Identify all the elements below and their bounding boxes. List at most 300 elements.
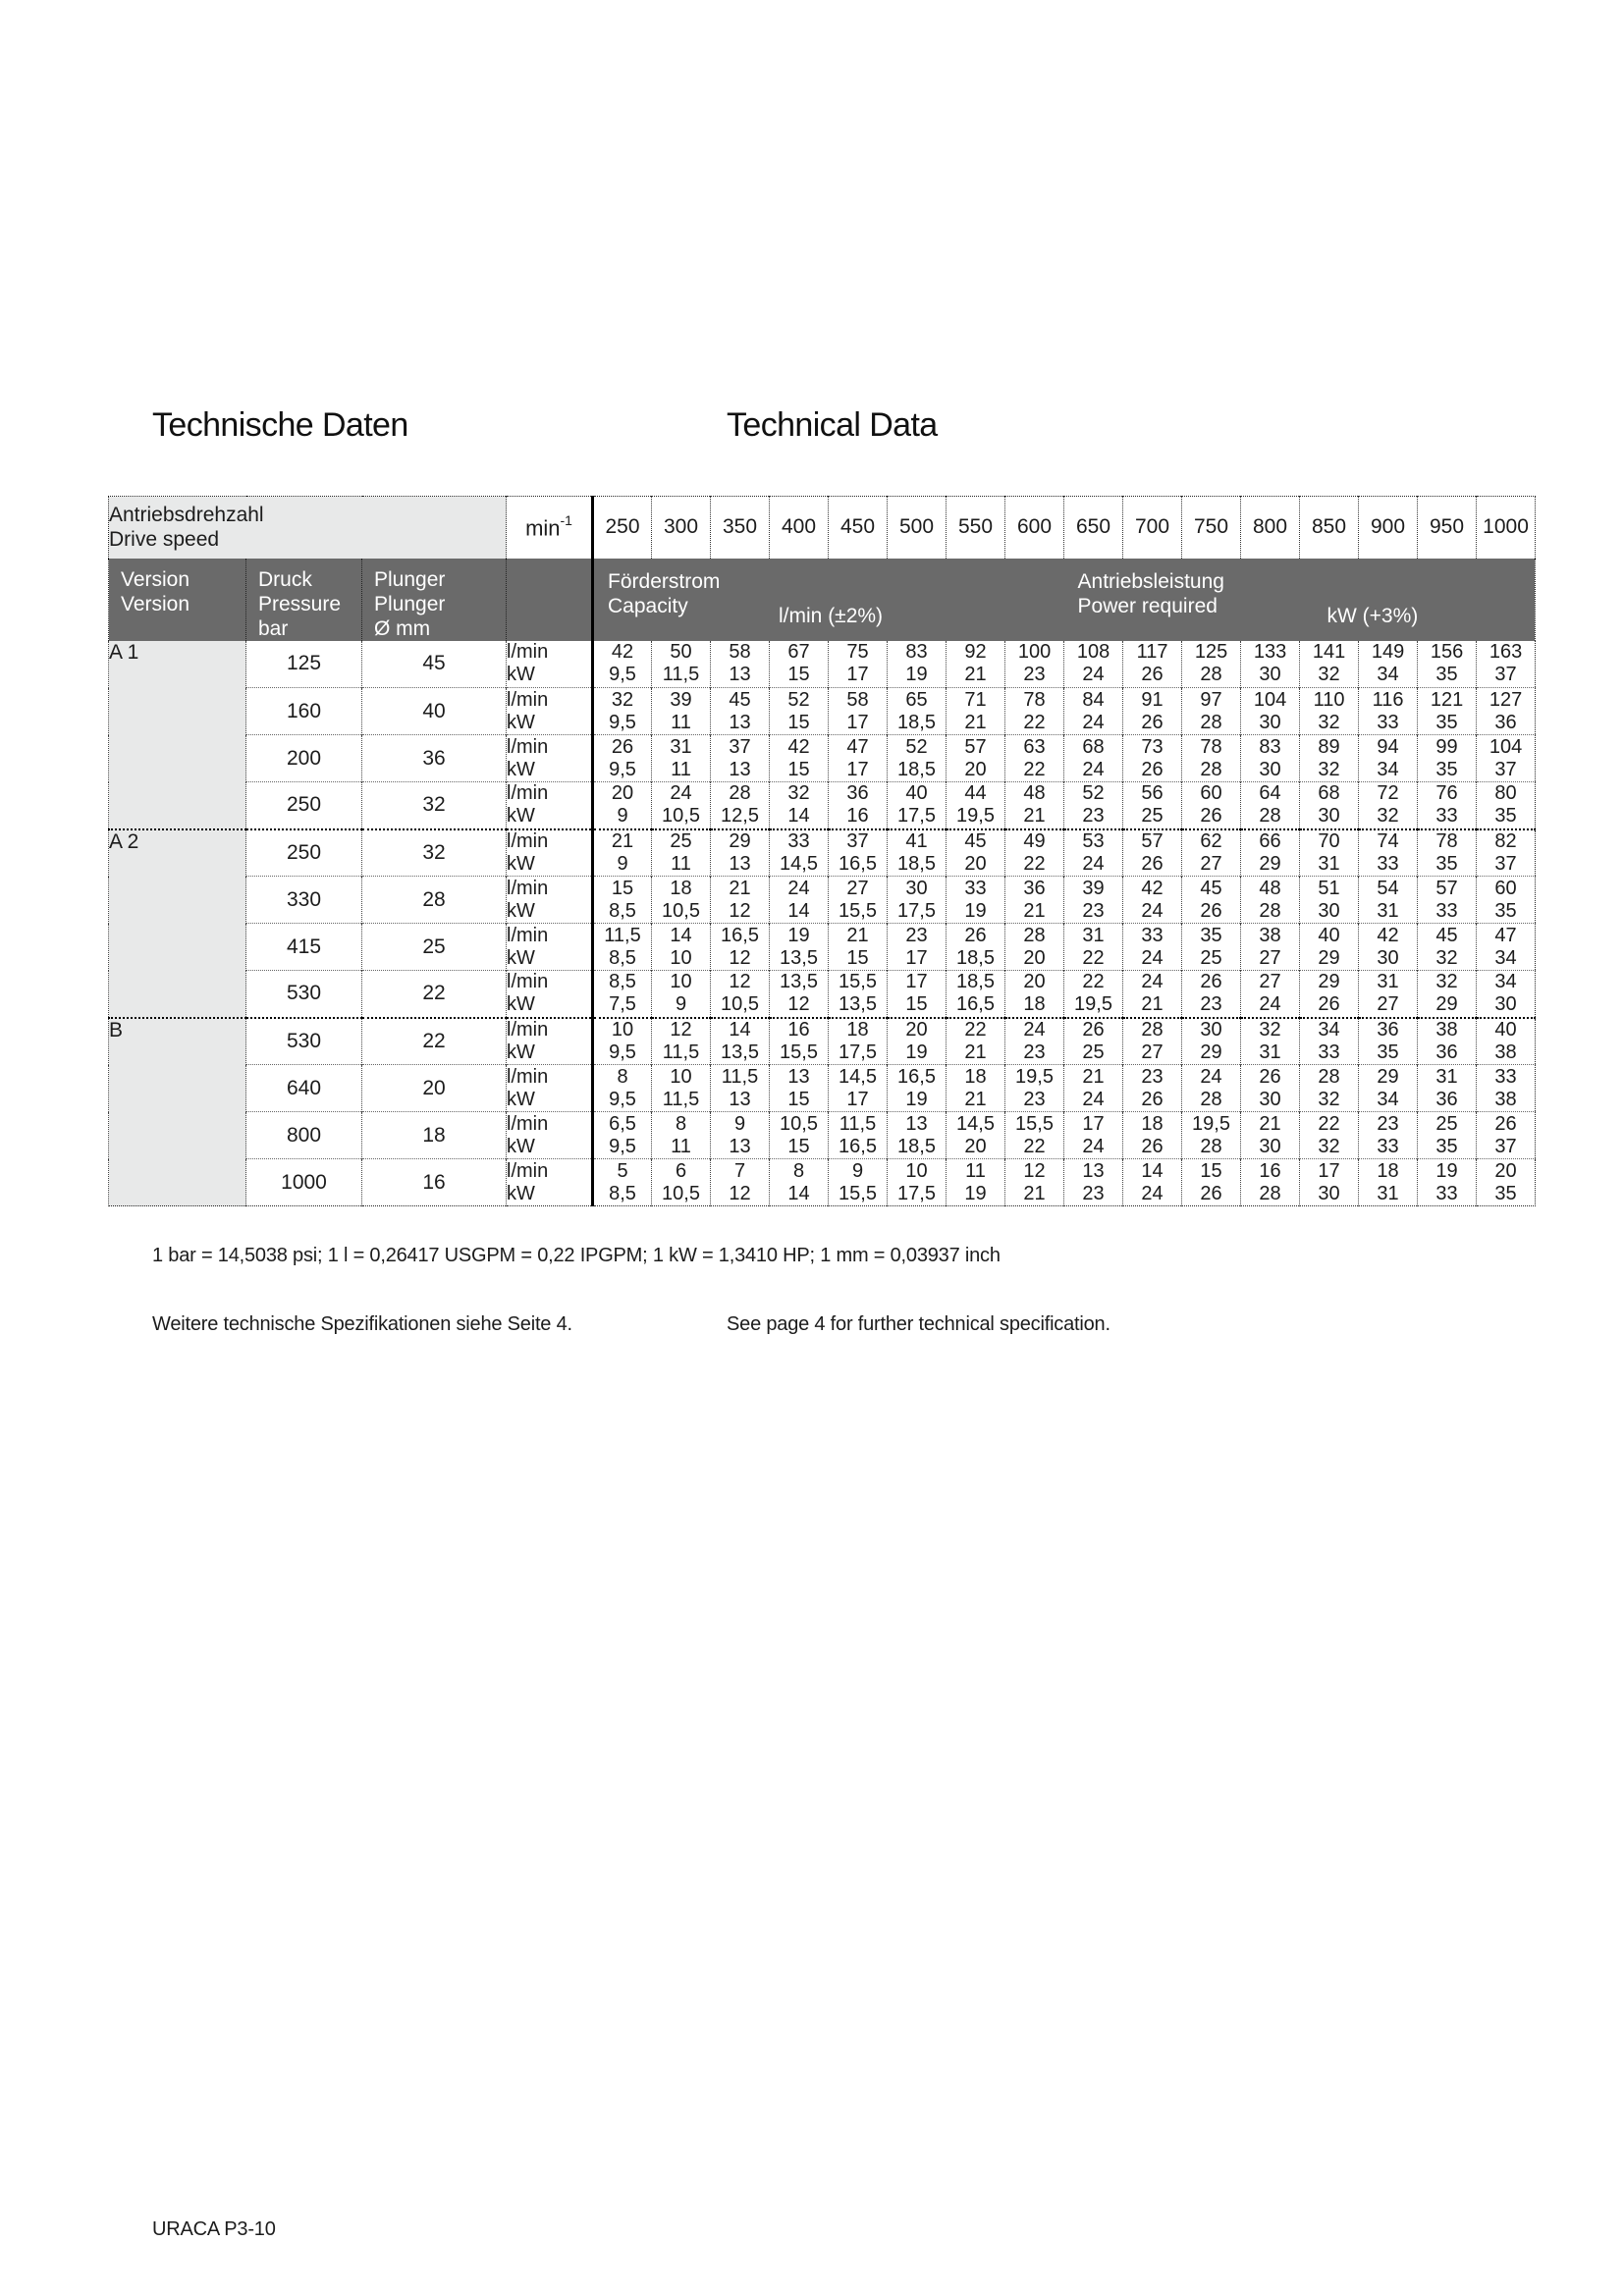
row-units bbox=[507, 971, 593, 1018]
flow-value: 32 bbox=[1435, 971, 1458, 993]
value-cell bbox=[947, 924, 1005, 971]
power-value: 11,5 bbox=[662, 1041, 700, 1063]
power-value: 26 bbox=[1200, 805, 1222, 828]
version-label: A 2 bbox=[109, 829, 246, 1018]
pressure-value: 640 bbox=[246, 1065, 362, 1112]
power-value: 20 bbox=[964, 758, 987, 780]
flow-value: 28 bbox=[729, 782, 751, 805]
flow-value: 22 bbox=[1318, 1112, 1340, 1135]
power-value: 24 bbox=[1141, 1182, 1164, 1204]
power-value: 28 bbox=[1200, 711, 1222, 733]
value-cell bbox=[1182, 688, 1241, 735]
value-cell bbox=[1005, 782, 1064, 829]
row-units bbox=[507, 735, 593, 782]
flow-value: 33 bbox=[787, 829, 810, 852]
flow-value: 89 bbox=[1318, 735, 1340, 758]
value-cell bbox=[770, 782, 829, 829]
flow-value: 60 bbox=[1200, 782, 1222, 805]
data-row bbox=[109, 1159, 1536, 1206]
power-value: 15,5 bbox=[780, 1041, 818, 1063]
value-cell bbox=[711, 1159, 770, 1206]
value-cell bbox=[947, 1018, 1005, 1065]
value-cell bbox=[1359, 782, 1418, 829]
unit-conversion-note: 1 bar = 14,5038 psi; 1 l = 0,26417 USGPM = 0,22 IPGPM; 1 kW = 1,3410 HP; 1 mm = 0,03937 inch bbox=[152, 1245, 1001, 1266]
power-value: 13,5 bbox=[839, 993, 877, 1016]
value-cell bbox=[1359, 1018, 1418, 1065]
power-value: 27 bbox=[1200, 852, 1222, 875]
flow-unit: l/min bbox=[507, 641, 549, 664]
value-cell bbox=[888, 971, 947, 1018]
speed-header-cell: 350 bbox=[711, 497, 770, 559]
flow-value: 15,5 bbox=[1015, 1112, 1054, 1135]
flow-value: 16,5 bbox=[897, 1065, 936, 1088]
power-value: 13 bbox=[729, 1088, 751, 1110]
power-value: 31 bbox=[1259, 1041, 1281, 1063]
power-value: 9,5 bbox=[609, 1041, 636, 1063]
value-cell bbox=[1418, 1065, 1477, 1112]
flow-value: 6 bbox=[675, 1159, 687, 1182]
flow-value: 41 bbox=[905, 829, 928, 852]
value-cell bbox=[652, 829, 711, 877]
value-cell bbox=[1123, 829, 1182, 877]
flow-value: 17 bbox=[1082, 1112, 1105, 1135]
flow-value: 133 bbox=[1253, 641, 1287, 664]
flow-unit: l/min bbox=[507, 971, 549, 993]
power-value: 30 bbox=[1259, 758, 1281, 780]
power-value: 29 bbox=[1259, 852, 1281, 875]
flow-value: 32 bbox=[1259, 1018, 1281, 1041]
value-cell bbox=[1064, 688, 1123, 735]
flow-value: 74 bbox=[1377, 829, 1399, 852]
flow-value: 36 bbox=[1023, 877, 1046, 899]
flow-value: 35 bbox=[1200, 924, 1222, 946]
value-cell bbox=[711, 924, 770, 971]
value-cell bbox=[593, 971, 652, 1018]
flow-value: 83 bbox=[1259, 735, 1281, 758]
flow-value: 44 bbox=[964, 782, 987, 805]
plunger-diameter-value: 18 bbox=[362, 1112, 507, 1159]
power-value: 19,5 bbox=[1074, 993, 1112, 1016]
power-value: 28 bbox=[1200, 758, 1222, 780]
power-value: 24 bbox=[1082, 664, 1105, 686]
flow-unit: l/min bbox=[507, 924, 549, 946]
value-cell bbox=[1064, 1159, 1123, 1206]
power-value: 28 bbox=[1200, 1088, 1222, 1110]
pressure-value: 330 bbox=[246, 877, 362, 924]
flow-value: 22 bbox=[964, 1018, 987, 1041]
flow-value: 42 bbox=[787, 735, 810, 758]
value-cell bbox=[1477, 735, 1536, 782]
power-value: 22 bbox=[1023, 711, 1046, 733]
flow-value: 39 bbox=[670, 688, 692, 711]
value-cell bbox=[711, 735, 770, 782]
value-cell bbox=[1064, 1112, 1123, 1159]
flow-value: 18 bbox=[1377, 1159, 1399, 1182]
flow-value: 23 bbox=[1141, 1065, 1164, 1088]
power-header-de: Antriebsleistung bbox=[1077, 569, 1224, 593]
page-title-german: Technische Daten bbox=[152, 406, 408, 444]
value-cell bbox=[1241, 782, 1300, 829]
power-value: 21 bbox=[964, 664, 987, 686]
power-value: 24 bbox=[1082, 852, 1105, 875]
flow-value: 36 bbox=[1377, 1018, 1399, 1041]
technical-data-table bbox=[108, 496, 1536, 1206]
value-cell bbox=[711, 688, 770, 735]
power-value: 9,5 bbox=[609, 664, 636, 686]
value-cell bbox=[947, 782, 1005, 829]
flow-value: 26 bbox=[964, 924, 987, 946]
page-title-english: Technical Data bbox=[727, 406, 938, 444]
data-row bbox=[109, 971, 1536, 1018]
power-value: 16,5 bbox=[956, 993, 995, 1016]
flow-value: 37 bbox=[729, 735, 751, 758]
flow-value: 19 bbox=[787, 924, 810, 946]
value-cell bbox=[1064, 924, 1123, 971]
value-cell bbox=[1182, 735, 1241, 782]
flow-value: 104 bbox=[1253, 688, 1287, 711]
power-header-en: Power required bbox=[1077, 594, 1218, 617]
value-cell bbox=[1005, 1065, 1064, 1112]
value-cell bbox=[593, 782, 652, 829]
speed-header-cell: 950 bbox=[1418, 497, 1477, 559]
flow-value: 45 bbox=[1435, 924, 1458, 946]
flow-value: 73 bbox=[1141, 735, 1164, 758]
flow-value: 30 bbox=[905, 877, 928, 899]
power-value: 36 bbox=[1435, 1088, 1458, 1110]
flow-value: 24 bbox=[787, 877, 810, 899]
flow-value: 104 bbox=[1489, 735, 1523, 758]
value-cell bbox=[1064, 971, 1123, 1018]
power-value: 24 bbox=[1082, 758, 1105, 780]
flow-value: 30 bbox=[1200, 1018, 1222, 1041]
value-cell bbox=[888, 688, 947, 735]
value-cell bbox=[1064, 735, 1123, 782]
power-value: 31 bbox=[1318, 852, 1340, 875]
flow-value: 21 bbox=[1082, 1065, 1105, 1088]
value-cell bbox=[1477, 829, 1536, 877]
flow-value: 92 bbox=[964, 641, 987, 664]
value-cell bbox=[1418, 735, 1477, 782]
flow-value: 13 bbox=[1082, 1159, 1105, 1182]
power-value: 35 bbox=[1435, 711, 1458, 733]
flow-value: 10,5 bbox=[780, 1112, 818, 1135]
speed-header-cell: 300 bbox=[652, 497, 711, 559]
value-cell bbox=[711, 1065, 770, 1112]
flow-value: 42 bbox=[1377, 924, 1399, 946]
pressure-value: 530 bbox=[246, 1018, 362, 1065]
value-cell bbox=[1182, 829, 1241, 877]
value-cell bbox=[652, 735, 711, 782]
power-value: 33 bbox=[1435, 899, 1458, 922]
flow-value: 24 bbox=[1023, 1018, 1046, 1041]
value-cell bbox=[947, 641, 1005, 688]
flow-value: 48 bbox=[1023, 782, 1046, 805]
power-value: 20 bbox=[964, 852, 987, 875]
value-cell bbox=[711, 877, 770, 924]
value-cell bbox=[652, 688, 711, 735]
value-cell bbox=[1005, 735, 1064, 782]
flow-unit: l/min bbox=[507, 735, 549, 758]
flow-value: 37 bbox=[846, 829, 869, 852]
speed-header-cell: 750 bbox=[1182, 497, 1241, 559]
power-value: 27 bbox=[1259, 946, 1281, 969]
power-value: 8,5 bbox=[609, 1182, 636, 1204]
power-value: 21 bbox=[1023, 899, 1046, 922]
power-value: 27 bbox=[1141, 1041, 1164, 1063]
power-value: 26 bbox=[1200, 1182, 1222, 1204]
data-row bbox=[109, 877, 1536, 924]
power-value: 17,5 bbox=[839, 1041, 877, 1063]
plunger-diameter-value: 32 bbox=[362, 829, 507, 877]
value-cell bbox=[593, 1112, 652, 1159]
power-value: 18,5 bbox=[897, 852, 936, 875]
flow-value: 52 bbox=[905, 735, 928, 758]
flow-value: 125 bbox=[1194, 641, 1228, 664]
value-cell bbox=[1477, 971, 1536, 1018]
flow-value: 12 bbox=[1023, 1159, 1046, 1182]
flow-value: 19,5 bbox=[1192, 1112, 1230, 1135]
power-value: 23 bbox=[1023, 1088, 1046, 1110]
flow-value: 18 bbox=[964, 1065, 987, 1088]
value-cell bbox=[1123, 877, 1182, 924]
flow-value: 71 bbox=[964, 688, 987, 711]
further-spec-note-german: Weitere technische Spezifikationen siehe Seite 4. bbox=[152, 1313, 572, 1335]
value-cell bbox=[1300, 1159, 1359, 1206]
power-value: 30 bbox=[1318, 899, 1340, 922]
speed-header-cell: 850 bbox=[1300, 497, 1359, 559]
flow-value: 16 bbox=[787, 1018, 810, 1041]
flow-value: 28 bbox=[1023, 924, 1046, 946]
power-value: 14 bbox=[787, 805, 810, 828]
flow-value: 45 bbox=[729, 688, 751, 711]
value-cell bbox=[947, 688, 1005, 735]
power-value: 37 bbox=[1494, 852, 1517, 875]
power-value: 30 bbox=[1259, 711, 1281, 733]
flow-value: 58 bbox=[729, 641, 751, 664]
value-cell bbox=[770, 1112, 829, 1159]
flow-value: 80 bbox=[1494, 782, 1517, 805]
version-label: B bbox=[109, 1018, 246, 1206]
flow-value: 33 bbox=[1494, 1065, 1517, 1088]
power-value: 9,5 bbox=[609, 1135, 636, 1157]
flow-value: 78 bbox=[1023, 688, 1046, 711]
value-cell bbox=[1241, 971, 1300, 1018]
power-value: 23 bbox=[1082, 805, 1105, 828]
capacity-header bbox=[593, 559, 1064, 641]
power-value: 24 bbox=[1082, 1135, 1105, 1157]
flow-value: 60 bbox=[1494, 877, 1517, 899]
flow-value: 9 bbox=[733, 1112, 746, 1135]
flow-value: 19,5 bbox=[1015, 1065, 1054, 1088]
power-value: 15 bbox=[787, 711, 810, 733]
value-cell bbox=[1182, 1159, 1241, 1206]
value-cell bbox=[1005, 877, 1064, 924]
power-value: 26 bbox=[1318, 993, 1340, 1016]
power-value: 15 bbox=[787, 1088, 810, 1110]
value-cell bbox=[593, 924, 652, 971]
value-cell bbox=[947, 1112, 1005, 1159]
flow-value: 27 bbox=[846, 877, 869, 899]
value-cell bbox=[1182, 924, 1241, 971]
data-row bbox=[109, 924, 1536, 971]
value-cell bbox=[888, 782, 947, 829]
value-cell bbox=[593, 829, 652, 877]
flow-value: 57 bbox=[1141, 829, 1164, 852]
value-cell bbox=[1300, 877, 1359, 924]
flow-value: 33 bbox=[964, 877, 987, 899]
flow-value: 20 bbox=[1494, 1159, 1517, 1182]
power-value: 30 bbox=[1259, 664, 1281, 686]
power-unit: kW bbox=[507, 711, 535, 733]
value-cell bbox=[829, 641, 888, 688]
value-cell bbox=[1182, 641, 1241, 688]
flow-value: 28 bbox=[1318, 1065, 1340, 1088]
data-row bbox=[109, 1018, 1536, 1065]
version-header-en: Version bbox=[121, 592, 190, 615]
flow-value: 38 bbox=[1259, 924, 1281, 946]
pressure-header-unit: bar bbox=[258, 616, 289, 640]
row-units bbox=[507, 641, 593, 688]
power-value: 17 bbox=[846, 1088, 869, 1110]
value-cell bbox=[1477, 1065, 1536, 1112]
power-value: 26 bbox=[1141, 1135, 1164, 1157]
power-value: 32 bbox=[1318, 1135, 1340, 1157]
value-cell bbox=[1359, 641, 1418, 688]
value-cell bbox=[1300, 735, 1359, 782]
flow-value: 97 bbox=[1200, 688, 1222, 711]
value-cell bbox=[1241, 924, 1300, 971]
flow-value: 63 bbox=[1023, 735, 1046, 758]
value-cell bbox=[829, 829, 888, 877]
plunger-diameter-value: 20 bbox=[362, 1065, 507, 1112]
power-value: 18,5 bbox=[897, 758, 936, 780]
value-cell bbox=[1300, 971, 1359, 1018]
data-row bbox=[109, 735, 1536, 782]
power-value: 21 bbox=[964, 711, 987, 733]
value-cell bbox=[1241, 1159, 1300, 1206]
power-value: 17,5 bbox=[897, 1182, 936, 1204]
flow-value: 141 bbox=[1312, 641, 1346, 664]
power-value: 18 bbox=[1023, 993, 1046, 1016]
drive-speed-unit bbox=[507, 497, 593, 559]
power-value: 14 bbox=[787, 1182, 810, 1204]
power-value: 12 bbox=[729, 946, 751, 969]
value-cell bbox=[1123, 735, 1182, 782]
flow-value: 47 bbox=[1494, 924, 1517, 946]
power-value: 18,5 bbox=[897, 711, 936, 733]
flow-value: 117 bbox=[1136, 641, 1168, 664]
power-value: 28 bbox=[1200, 1135, 1222, 1157]
flow-value: 121 bbox=[1430, 688, 1464, 711]
power-value: 33 bbox=[1377, 852, 1399, 875]
value-cell bbox=[947, 735, 1005, 782]
flow-value: 51 bbox=[1318, 877, 1340, 899]
value-cell bbox=[888, 1112, 947, 1159]
flow-value: 10 bbox=[670, 971, 692, 993]
power-value: 25 bbox=[1200, 946, 1222, 969]
flow-value: 31 bbox=[1435, 1065, 1458, 1088]
power-value: 19 bbox=[905, 1088, 928, 1110]
power-value: 9 bbox=[617, 805, 628, 828]
speed-header-cell: 800 bbox=[1241, 497, 1300, 559]
power-value: 32 bbox=[1318, 1088, 1340, 1110]
version-header bbox=[109, 559, 246, 641]
value-cell bbox=[1418, 688, 1477, 735]
power-value: 17 bbox=[846, 664, 869, 686]
power-value: 28 bbox=[1259, 899, 1281, 922]
power-value: 8,5 bbox=[609, 899, 636, 922]
flow-value: 15 bbox=[611, 877, 634, 899]
flow-value: 57 bbox=[1435, 877, 1458, 899]
value-cell bbox=[829, 688, 888, 735]
flow-value: 20 bbox=[611, 782, 634, 805]
value-cell bbox=[1359, 1112, 1418, 1159]
speed-header-cell: 400 bbox=[770, 497, 829, 559]
drive-speed-label-de: Antriebsdrehzahl bbox=[109, 504, 264, 527]
flow-value: 21 bbox=[729, 877, 751, 899]
power-value: 21 bbox=[964, 1088, 987, 1110]
speed-header-cell: 1000 bbox=[1477, 497, 1536, 559]
flow-value: 82 bbox=[1494, 829, 1517, 852]
flow-value: 99 bbox=[1435, 735, 1458, 758]
flow-value: 5 bbox=[617, 1159, 628, 1182]
flow-value: 29 bbox=[1318, 971, 1340, 993]
flow-value: 8 bbox=[792, 1159, 805, 1182]
flow-value: 28 bbox=[1141, 1018, 1164, 1041]
power-value: 17 bbox=[846, 711, 869, 733]
power-value: 20 bbox=[1023, 946, 1046, 969]
power-value: 31 bbox=[1377, 1182, 1399, 1204]
column-header-row bbox=[109, 559, 1536, 641]
value-cell bbox=[652, 782, 711, 829]
power-value: 15 bbox=[787, 1135, 810, 1157]
value-cell bbox=[888, 1065, 947, 1112]
value-cell bbox=[1359, 829, 1418, 877]
power-value: 9 bbox=[617, 852, 628, 875]
power-value: 16,5 bbox=[839, 852, 877, 875]
value-cell bbox=[652, 877, 711, 924]
value-cell bbox=[829, 924, 888, 971]
plunger-header-en: Plunger bbox=[374, 592, 446, 615]
power-value: 23 bbox=[1023, 664, 1046, 686]
flow-value: 52 bbox=[787, 688, 810, 711]
flow-value: 56 bbox=[1141, 782, 1164, 805]
unit-min: min bbox=[525, 514, 561, 540]
row-units bbox=[507, 1018, 593, 1065]
value-cell bbox=[1359, 877, 1418, 924]
speed-header-cell: 600 bbox=[1005, 497, 1064, 559]
data-row bbox=[109, 688, 1536, 735]
pressure-value: 160 bbox=[246, 688, 362, 735]
row-units bbox=[507, 924, 593, 971]
flow-value: 127 bbox=[1489, 688, 1523, 711]
power-value: 23 bbox=[1023, 1041, 1046, 1063]
value-cell bbox=[1064, 782, 1123, 829]
power-value: 15 bbox=[787, 758, 810, 780]
power-value: 33 bbox=[1318, 1041, 1340, 1063]
plunger-diameter-value: 32 bbox=[362, 782, 507, 829]
value-cell bbox=[1064, 1065, 1123, 1112]
power-value: 14 bbox=[787, 899, 810, 922]
value-cell bbox=[770, 1018, 829, 1065]
value-cell bbox=[1005, 1159, 1064, 1206]
flow-value: 48 bbox=[1259, 877, 1281, 899]
flow-value: 68 bbox=[1082, 735, 1105, 758]
value-cell bbox=[888, 877, 947, 924]
power-unit: kW bbox=[507, 758, 535, 780]
pressure-value: 250 bbox=[246, 829, 362, 877]
power-value: 11,5 bbox=[662, 664, 700, 686]
